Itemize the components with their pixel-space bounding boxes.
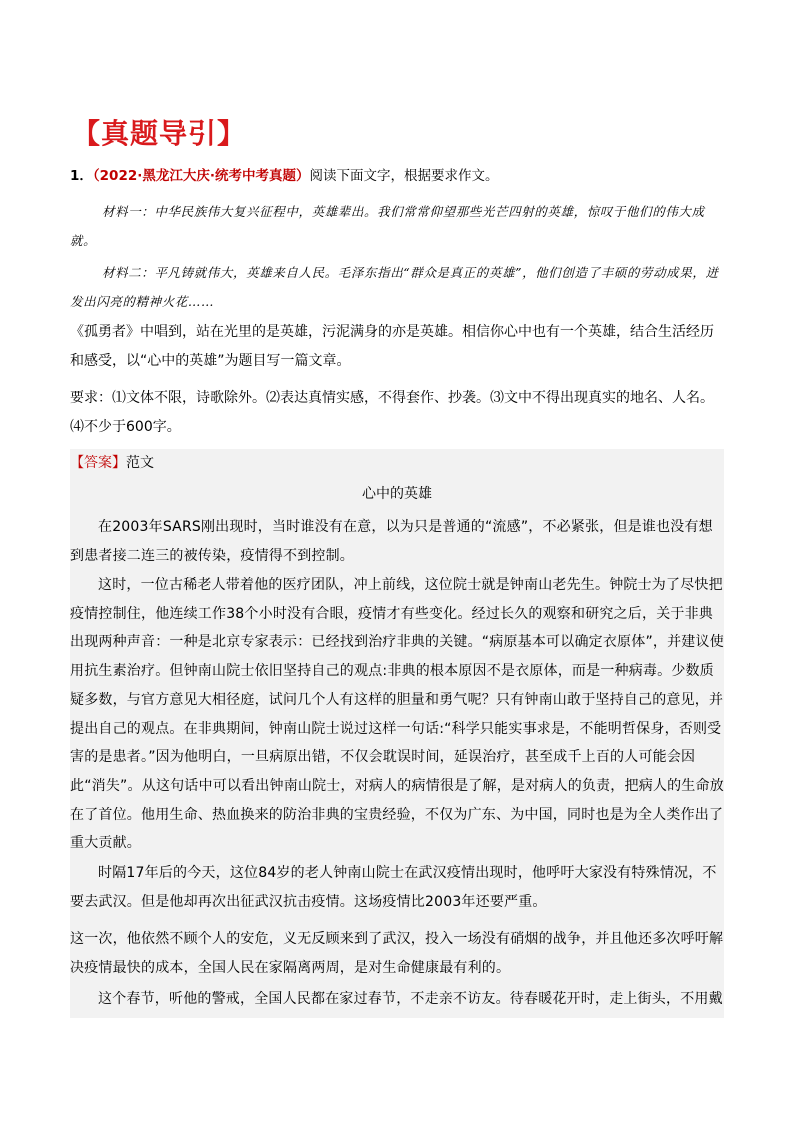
requirements: 要求：⑴文体不限，诗歌除外。⑵表达真情实感，不得套作、抄袭。⑶文中不得出现真实的地名、人名。⑷不少于600字。 [70,390,714,435]
material-two: 材料二：平凡铸就伟大，英雄来自人民。毛泽东指出“群众是真正的英雄”，他们创造了丰硕的劳动成果，迸发出闪亮的精神火花…… [70,265,719,309]
essay-paragraph: 这个春节，听他的警戒，全国人民都在家过春节，不走亲不访友。待春暖花开时，走上街头，不用戴 [98,991,723,1007]
material-one: 材料一：中华民族伟大复兴征程中，英雄辈出。我们常常仰望那些光芒四射的英雄，惊叹于他们的伟大成就。 [70,204,705,248]
section-title: 【真题导引】 [72,117,247,150]
answer-label [70,452,154,472]
essay-paragraph: 这时，一位古稀老人带着他的医疗团队，冲上前线，这位院士就是钟南山老先生。钟院士为了尽快把疫情控制住，他连续工作38个小时没有合眼，疫情才有些变化。经过长久的观察和研究之后，关于非典出现两种声音：一种是北京专家表示：已经找到治疗非典的关键。“病原基本可以确定衣原体”，并建议使用抗生素治疗。但钟南山院士依旧坚持自己的观点:非典的根本原因不是衣原体，而是一种病毒。少数质疑多数，与官方意见大相径庭，试问几个人有这样的胆量和勇气呢？只有钟南山敢于坚持自己的意见，并提出自己的观点。在非典期间，钟南山院士说过这样一句话:“科学只能实事求是，不能明哲保身，否则受害的是患者。”因为他明白，一旦病原出错，不仅会耽误时间，延误治疗，甚至成千上百的人可能会因此“消失”。从这句话中可以看出钟南山院士，对病人的病情很是了解，是对病人的负责，把病人的生命放在了首位。他用生命、热血换来的防治非典的宝贵经验，不仅为广东、为中国，同时也是为全人类作出了重大贡献。 [70,577,724,852]
answer-type: 范文 [126,455,154,471]
essay-paragraph: 在2003年SARS刚出现时，当时谁没有在意，以为只是普通的“流感”，不必紧张，但是谁也没有想到患者接二连三的被传染，疫情得不到控制。 [70,519,713,564]
question-number: 1． [70,168,93,184]
essay-paragraph: 时隔17年后的今天，这位84岁的老人钟南山院士在武汉疫情出现时，他呼吁大家没有特殊情况，不要去武汉。但是他却再次出征武汉抗击疫情。这场疫情比2003年还要严重。 [70,865,717,910]
essay-title: 心中的英雄 [362,486,432,502]
answer-tag: 【答案】 [70,455,126,471]
question-line [70,164,499,184]
essay-paragraph: 这一次，他依然不顾个人的安危，义无反顾来到了武汉，投入一场没有硝烟的战争，并且他还多次呼吁解决疫情最快的成本，全国人民在家隔离两周，是对生命健康最有利的。 [70,931,724,976]
question-source: （2022·黑龙江大庆·统考中考真题） [92,168,310,184]
writing-prompt: 《孤勇者》中唱到，站在光里的是英雄，污泥满身的亦是英雄。相信你心中也有一个英雄，结合生活经历和感受，以“心中的英雄”为题目写一篇文章。 [70,324,714,369]
question-instruction: 阅读下面文字，根据要求作文。 [309,168,499,184]
